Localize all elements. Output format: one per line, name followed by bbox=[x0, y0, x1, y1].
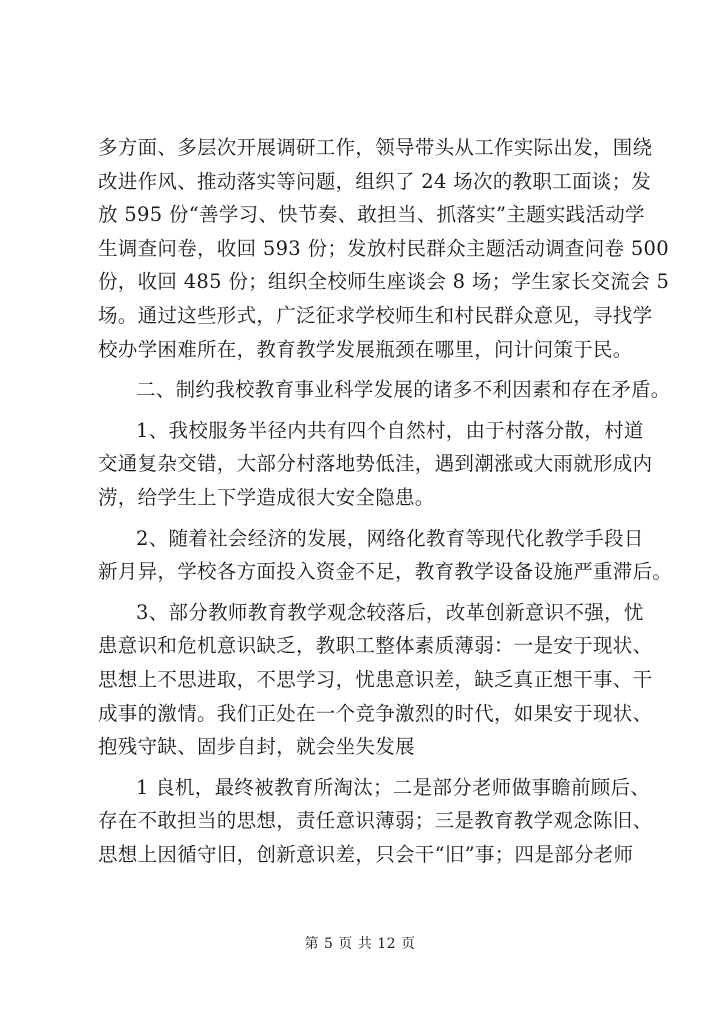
body-line: 校办学困难所在，教育教学发展瓶颈在哪里，问计问策于民。 bbox=[98, 337, 633, 361]
body-line: 思想上因循守旧，创新意识差，只会干“旧”事；四是部分老师 bbox=[98, 842, 634, 866]
body-line: 2、随着社会经济的发展，网络化教育等现代化教学手段日 bbox=[136, 526, 644, 550]
body-line: 患意识和危机意识缺乏，教职工整体素质薄弱：一是安于现状、 bbox=[98, 634, 653, 658]
body-line: 生调查问卷，收回 593 份；发放村民群众主题活动调查问卷 500 bbox=[98, 236, 669, 260]
body-line: 新月异，学校各方面投入资金不足，教育教学设备设施严重滞后。 bbox=[98, 560, 673, 584]
body-line: 思想上不思进取，不思学习，忧患意识差，缺乏真正想干事、干 bbox=[98, 667, 653, 691]
body-line: 改进作风、推动落实等问题，组织了 24 场次的教职工面谈；发 bbox=[98, 169, 652, 193]
body-line: 3、部分教师教育教学观念较落后，改革创新意识不强，忧 bbox=[136, 600, 644, 624]
body-line: 抱残守缺、固步自封，就会坐失发展 bbox=[98, 735, 415, 759]
body-line: 涝，给学生上下学造成很大安全隐患。 bbox=[98, 485, 435, 509]
body-line: 放 595 份“善学习、快节奏、敢担当、抓落实”主题实践活动学 bbox=[98, 203, 645, 227]
body-line: 场。通过这些形式，广泛征求学校师生和村民群众意见，寻找学 bbox=[98, 303, 653, 327]
body-line: 多方面、多层次开展调研工作，领导带头从工作实际出发，围绕 bbox=[98, 136, 653, 159]
body-line: 份，收回 485 份；组织全校师生座谈会 8 场；学生家长交流会 5 bbox=[98, 270, 670, 294]
body-line: 交通复杂交错，大部分村落地势低洼，遇到潮涨或大雨就形成内 bbox=[98, 452, 653, 476]
body-line: 存在不敢担当的思想，责任意识薄弱；三是教育教学观念陈旧、 bbox=[98, 809, 653, 833]
section-heading: 二、制约我校教育事业科学发展的诸多不利因素和存在矛盾。 bbox=[136, 378, 671, 402]
page-number-footer: 第 5 页 共 12 页 bbox=[304, 936, 416, 952]
body-line: 1、我校服务半径内共有四个自然村，由于村落分散，村道 bbox=[136, 418, 644, 442]
body-line: 1 良机，最终被教育所淘汰；二是部分老师做事瞻前顾后、 bbox=[136, 775, 651, 799]
body-line: 成事的激情。我们正处在一个竞争激烈的时代，如果安于现状、 bbox=[98, 701, 653, 725]
document-body bbox=[98, 131, 673, 871]
